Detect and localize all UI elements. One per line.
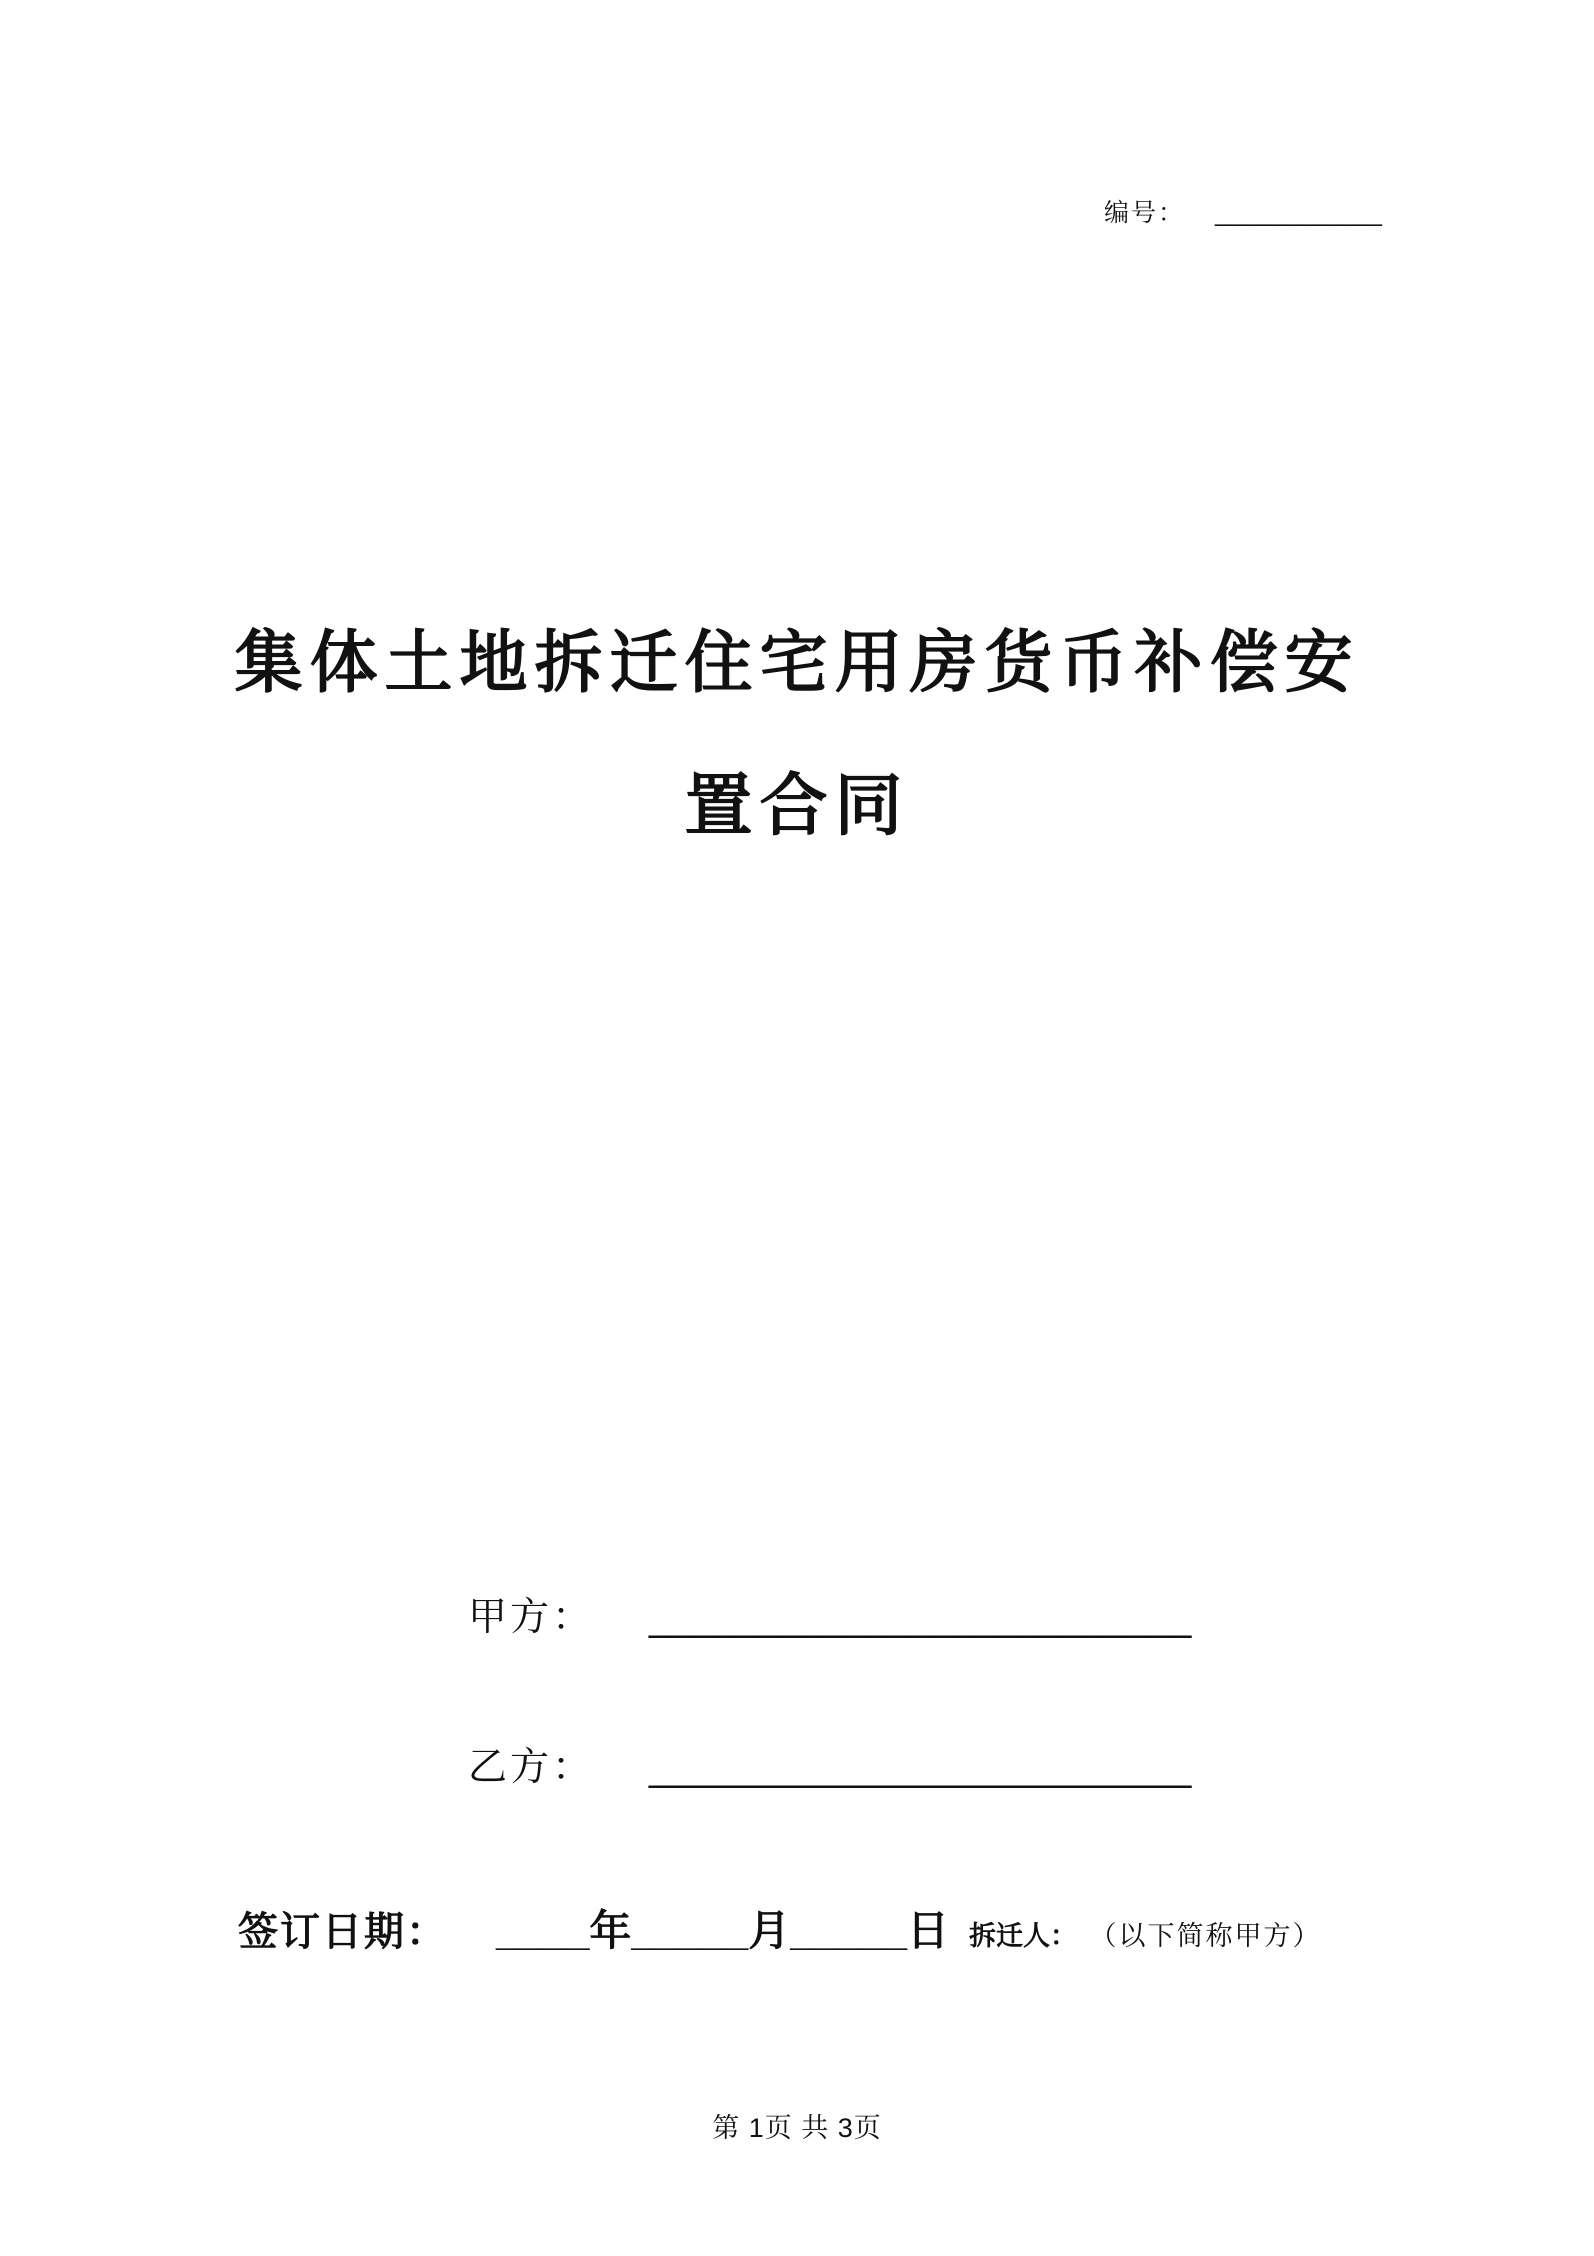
party-a-label: 甲方： [468, 1596, 595, 1639]
doc-number-label: 编号： [1104, 199, 1186, 227]
sign-date-blank: ____年_____月_____日 [496, 1907, 950, 1954]
doc-number-blank: ____________ [1215, 199, 1382, 227]
demolisher-note-label: 拆迁人： [969, 1921, 1078, 1951]
party-b-blank-line: _________________________ [649, 1746, 1192, 1789]
sign-date-label: 签订日期： [238, 1910, 448, 1954]
party-b-label: 乙方： [468, 1746, 595, 1789]
party-a-row [468, 1586, 1191, 1642]
party-a-blank-line: _________________________ [649, 1596, 1192, 1639]
demolisher-note-paren: （以下简称甲方） [1103, 1921, 1322, 1951]
party-b-row [468, 1736, 1191, 1792]
page-number-footer: 第 1页 共 3页 [712, 2113, 882, 2143]
doc-number-line [1104, 193, 1382, 229]
contract-title-line1: 集体土地拆迁住宅用房货币补偿安 [234, 625, 1360, 701]
contract-title-line2: 置合同 [684, 768, 910, 844]
sign-date-row [238, 1898, 1322, 1958]
contract-title [0, 592, 1594, 878]
